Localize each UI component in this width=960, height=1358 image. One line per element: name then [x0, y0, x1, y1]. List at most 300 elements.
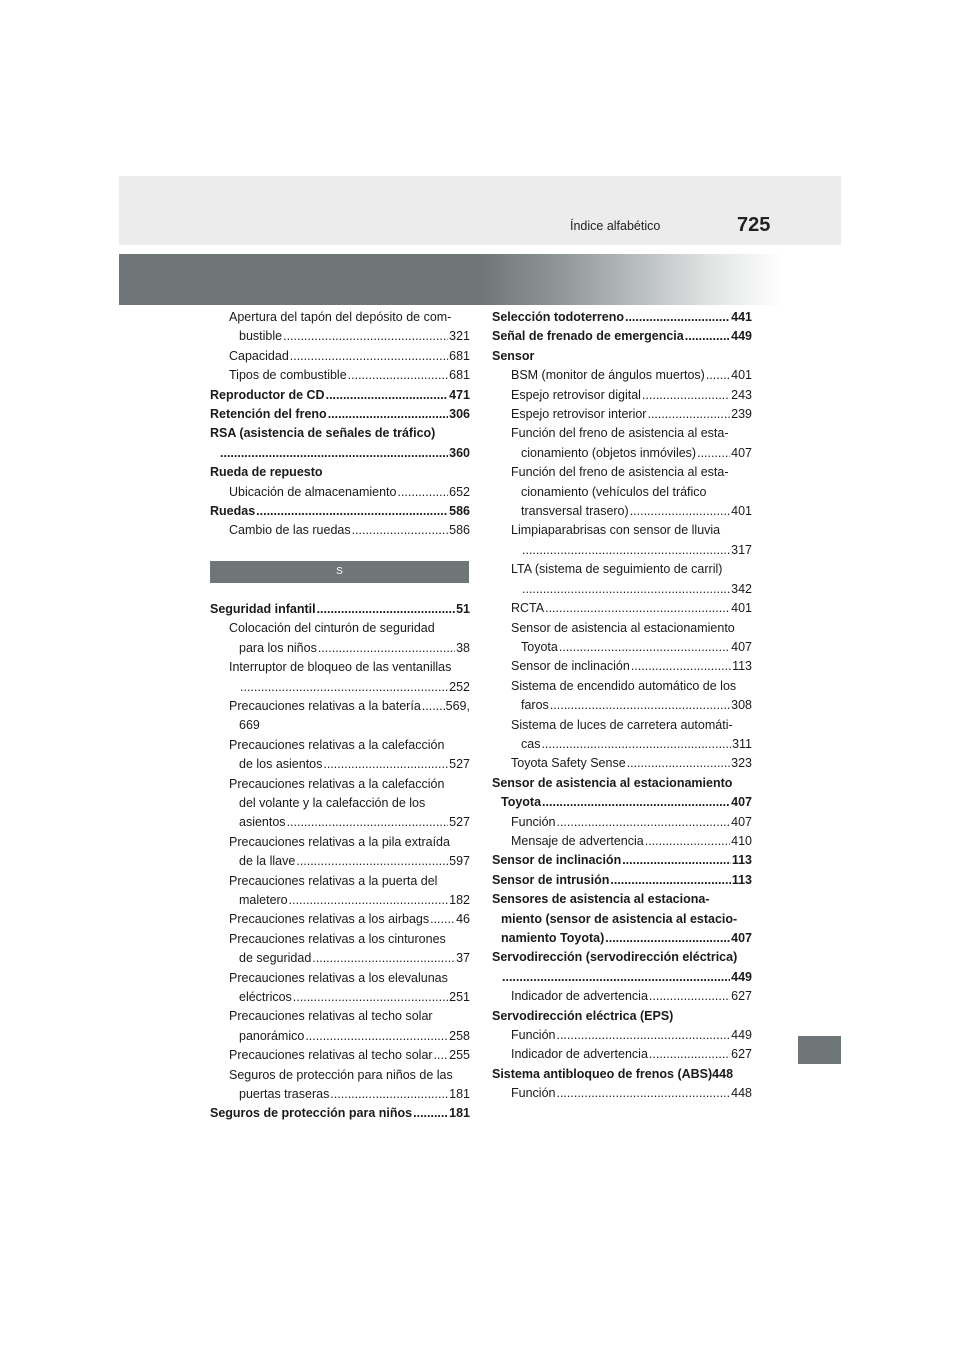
index-entry-line [229, 755, 470, 774]
index-entry-line [492, 910, 752, 929]
index-entry[interactable] [210, 463, 470, 482]
dot-leader [305, 1027, 448, 1046]
page-ref[interactable]: 181 [449, 1106, 470, 1121]
index-term: cionamiento (objetos inmóviles) [521, 445, 697, 460]
dot-leader [287, 813, 449, 832]
dot-leader [610, 871, 730, 890]
index-term: Interruptor de bloqueo de las ventanillas [229, 660, 452, 675]
index-entry[interactable] [210, 775, 470, 833]
index-entry[interactable] [210, 1066, 470, 1105]
page-ref[interactable]: 407 [731, 639, 752, 654]
index-entry[interactable] [210, 872, 470, 911]
index-entry[interactable] [492, 405, 752, 424]
index-entry-line [511, 1026, 752, 1045]
index-entry[interactable] [210, 1046, 470, 1065]
dot-leader [256, 502, 448, 521]
index-term: Capacidad [229, 348, 289, 363]
dot-leader [605, 929, 730, 948]
index-term: Seguros de protección para niños de las [229, 1067, 453, 1082]
index-entry-line [511, 483, 752, 502]
index-entry[interactable] [492, 677, 752, 716]
index-term: faros [521, 698, 549, 713]
index-term: Precauciones relativas a la calefacción [229, 737, 445, 752]
index-term: Precauciones relativas a la calefacción [229, 776, 445, 791]
index-entry[interactable] [492, 1084, 752, 1103]
index-entry-line [511, 813, 752, 832]
index-entry-line [511, 619, 752, 638]
page-ref[interactable]: 586 [449, 504, 470, 519]
page-ref[interactable]: 181 [449, 1087, 470, 1102]
index-entry-line [229, 1066, 470, 1085]
index-entry-line [210, 405, 470, 424]
index-term: Función del freno de asistencia al esta- [511, 426, 729, 441]
index-entry[interactable] [210, 347, 470, 366]
index-entry-line [210, 1104, 470, 1123]
index-term: miento (sensor de asistencia al estacio- [501, 911, 738, 926]
dot-leader [289, 891, 449, 910]
index-entry-line [492, 347, 752, 366]
page-ref[interactable]: 317 [731, 542, 752, 557]
index-term: Sistema de encendido automático de los [511, 678, 737, 693]
index-term: de los asientos [239, 757, 323, 772]
page-ref[interactable]: 449 [731, 969, 752, 984]
index-term: Cambio de las ruedas [229, 523, 351, 538]
page-ref[interactable]: 627 [731, 989, 752, 1004]
letter-heading: S [210, 561, 469, 583]
index-entry-line [229, 521, 470, 540]
index-entry-line [229, 794, 470, 813]
index-entry-line [229, 658, 470, 677]
index-entry-line [229, 1046, 470, 1065]
page-ref[interactable]: 311 [732, 736, 752, 751]
page-ref[interactable]: 569, [445, 698, 470, 713]
index-entry-line [492, 327, 752, 346]
dot-leader [318, 639, 455, 658]
index-entry-line [210, 502, 470, 521]
page-ref[interactable]: 627 [731, 1047, 752, 1062]
index-entry-line [229, 891, 470, 910]
index-entry[interactable] [492, 347, 752, 366]
page-ref[interactable]: 681 [449, 368, 470, 383]
index-entry[interactable] [492, 871, 752, 890]
index-entry-line [229, 852, 470, 871]
index-entry[interactable] [210, 619, 470, 658]
index-entry-line [511, 987, 752, 1006]
index-term: Precauciones relativas a los elevalunas [229, 970, 448, 985]
index-entry-line [492, 1065, 752, 1084]
index-term: maletero [239, 892, 288, 907]
page-ref[interactable]: 401 [731, 601, 752, 616]
dot-leader [622, 851, 731, 870]
dot-leader [649, 987, 730, 1006]
dot-leader [647, 405, 730, 424]
index-term: Precauciones relativas al techo solar [229, 1048, 433, 1063]
page-ref[interactable]: 113 [731, 872, 752, 887]
index-entry-line [511, 677, 752, 696]
index-entry-line [492, 308, 752, 327]
page-ref[interactable]: 255 [449, 1048, 470, 1063]
page-ref[interactable]: 321 [449, 329, 470, 344]
index-entry[interactable] [492, 619, 752, 658]
index-entry[interactable] [492, 424, 752, 463]
index-entry-line [229, 969, 470, 988]
index-term: del volante y la calefacción de los [239, 795, 426, 810]
index-entry[interactable] [210, 833, 470, 872]
dot-leader [559, 638, 730, 657]
dot-leader [293, 988, 448, 1007]
index-entry[interactable] [492, 1045, 752, 1064]
index-entry[interactable] [492, 657, 752, 676]
index-entry-line [511, 735, 752, 754]
dot-leader [326, 386, 449, 405]
index-term: Sensor de asistencia al estacionamiento [511, 620, 735, 635]
page-ref[interactable]: 681 [449, 348, 470, 363]
index-entry-line [229, 678, 470, 697]
index-entry-line [210, 463, 470, 482]
page-ref[interactable]: 182 [449, 892, 470, 907]
index-entry[interactable] [492, 599, 752, 618]
index-entry[interactable] [492, 308, 752, 327]
page-ref[interactable]: 410 [731, 833, 752, 848]
page-ref[interactable]: 527 [449, 815, 470, 830]
index-entry-line [492, 774, 752, 793]
dot-leader [317, 600, 456, 619]
index-term: Espejo retrovisor digital [511, 387, 641, 402]
dot-leader [434, 1046, 449, 1065]
dot-leader [352, 521, 449, 540]
index-entry-line [229, 813, 470, 832]
index-term: bustible [239, 329, 283, 344]
index-entry[interactable] [492, 463, 752, 521]
page-ref[interactable]: 243 [731, 387, 752, 402]
index-term: Limpiaparabrisas con sensor de lluvia [511, 523, 721, 538]
index-entry[interactable] [210, 502, 470, 521]
dot-leader [502, 968, 730, 987]
index-entry-line [210, 386, 470, 405]
index-entry-line [210, 444, 470, 463]
index-entry-line [229, 988, 470, 1007]
index-term: Mensaje de advertencia [511, 833, 644, 848]
dot-leader [283, 327, 448, 346]
page-ref[interactable]: 401 [731, 368, 752, 383]
dot-leader [556, 813, 730, 832]
index-entry[interactable] [492, 521, 752, 560]
dot-leader [296, 852, 448, 871]
index-term: Precauciones relativas a los cinturones [229, 931, 446, 946]
index-entry-line [511, 1084, 752, 1103]
index-entry-line [229, 775, 470, 794]
index-term: LTA (sistema de seguimiento de carril) [511, 562, 723, 577]
index-entry-line [492, 851, 752, 870]
index-term: Precauciones relativas a la batería [229, 698, 421, 713]
index-entry-line [511, 638, 752, 657]
index-entry-line [229, 1027, 470, 1046]
index-entry-line [492, 793, 752, 812]
index-term: Sensor de asistencia al estacionamiento [492, 775, 733, 790]
index-entry-line [492, 1007, 752, 1026]
page-ref[interactable]: 308 [731, 698, 752, 713]
dot-leader [627, 754, 730, 773]
index-term: Selección todoterreno [492, 310, 624, 324]
page-ref[interactable]: 407 [731, 795, 752, 810]
index-entry-line [229, 327, 470, 346]
index-entry[interactable] [492, 366, 752, 385]
index-entry-line [511, 657, 752, 676]
index-entry[interactable] [210, 600, 470, 619]
index-entry-line [210, 600, 470, 619]
index-entry[interactable] [210, 386, 470, 405]
index-term: Precauciones relativas al techo solar [229, 1009, 433, 1024]
index-entry-line [511, 716, 752, 735]
index-entry-line [511, 754, 752, 773]
index-entry-line [229, 736, 470, 755]
dot-leader [556, 1026, 730, 1045]
dot-leader [706, 366, 730, 385]
index-entry[interactable] [492, 1065, 752, 1084]
index-term: Seguros de protección para niños [210, 1106, 413, 1121]
index-entry[interactable] [492, 813, 752, 832]
index-group-right [492, 308, 752, 1104]
index-term: Colocación del cinturón de seguridad [229, 621, 435, 636]
dot-leader [631, 657, 731, 676]
index-term: Función [511, 814, 556, 829]
index-term: Apertura del tapón del depósito de com- [229, 310, 452, 324]
index-entry[interactable] [492, 327, 752, 346]
index-group-left-top [210, 308, 470, 541]
dot-leader [645, 832, 730, 851]
page-number: 725 [737, 214, 771, 236]
index-entry[interactable] [492, 1026, 752, 1045]
dot-leader [542, 793, 730, 812]
index-term: Indicador de advertencia [511, 989, 648, 1004]
index-entry-line [229, 930, 470, 949]
dot-leader [522, 580, 730, 599]
dot-leader [240, 678, 448, 697]
index-term: Sistema antibloqueo de frenos (ABS) [492, 1066, 713, 1081]
index-group-left-bottom [210, 600, 470, 1124]
index-term: Toyota [521, 639, 558, 654]
index-entry[interactable] [210, 405, 470, 424]
page-ref[interactable]: 258 [449, 1028, 470, 1043]
page-ref[interactable]: 323 [731, 756, 752, 771]
index-term: Sensor de intrusión [492, 872, 610, 887]
index-entry[interactable] [492, 1007, 752, 1026]
index-term: panorámico [239, 1028, 305, 1043]
dot-leader [649, 1045, 730, 1064]
page-ref[interactable]: 441 [731, 310, 752, 324]
index-entry[interactable] [210, 697, 470, 736]
index-entry-line [511, 560, 752, 579]
page-ref[interactable]: 306 [449, 407, 470, 422]
index-term: Sensor [492, 348, 535, 363]
index-entry-line [492, 968, 752, 987]
index-term: Sensor de inclinación [511, 659, 630, 674]
index-entry[interactable] [492, 754, 752, 773]
dot-leader [413, 1104, 448, 1123]
index-term: de la llave [239, 854, 296, 869]
dot-leader [290, 347, 448, 366]
index-entry-line [511, 521, 752, 540]
page-ref[interactable]: 239 [731, 407, 752, 422]
dot-leader [328, 405, 448, 424]
page-ref[interactable]: 407 [731, 931, 752, 945]
index-entry-line [229, 697, 470, 716]
chapter-gradient-bar [119, 254, 841, 305]
page-ref[interactable]: 586 [449, 523, 470, 538]
index-entry-line [229, 910, 470, 929]
index-entry-line [229, 872, 470, 891]
index-term: Retención del freno [210, 407, 327, 422]
index-entry[interactable] [492, 716, 752, 755]
page-ref[interactable]: 449 [731, 1028, 752, 1043]
index-entry-line [511, 424, 752, 443]
index-entry[interactable] [492, 774, 752, 813]
index-term: 669 [239, 718, 260, 733]
index-entry-line [210, 424, 470, 443]
dot-leader [430, 910, 455, 929]
index-entry-line [492, 929, 752, 948]
page-ref[interactable]: 652 [449, 484, 470, 499]
index-entry[interactable] [210, 521, 470, 540]
index-term: Reproductor de CD [210, 387, 325, 402]
index-entry-line [492, 871, 752, 890]
dot-leader [550, 696, 730, 715]
index-term: para los niños [239, 640, 317, 655]
index-term: eléctricos [239, 990, 292, 1004]
index-term: de seguridad [239, 951, 312, 966]
index-entry-line [229, 1085, 470, 1104]
page-ref[interactable]: 527 [449, 757, 470, 772]
dot-leader [323, 755, 448, 774]
page-ref[interactable]: 38 [456, 640, 470, 655]
page-ref[interactable]: 113 [732, 659, 752, 674]
index-entry-line [229, 483, 470, 502]
dot-leader [630, 502, 730, 521]
index-term: Espejo retrovisor interior [511, 407, 647, 422]
page-ref[interactable]: 471 [449, 387, 470, 402]
index-term: cionamiento (vehículos del tráfico [521, 484, 707, 499]
page-ref[interactable]: 252 [449, 679, 470, 694]
dot-leader [541, 735, 731, 754]
page-ref[interactable]: 449 [731, 329, 752, 344]
page-ref[interactable]: 407 [731, 445, 752, 460]
index-entry-line [511, 444, 752, 463]
index-term: BSM (monitor de ángulos muertos) [511, 368, 705, 383]
index-term: Sensor de inclinación [492, 853, 622, 868]
index-entry[interactable] [210, 483, 470, 502]
dot-leader [697, 444, 730, 463]
page-ref[interactable]: 113 [731, 853, 752, 868]
index-term: Precauciones relativas a la puerta del [229, 873, 438, 888]
dot-leader [348, 366, 448, 385]
index-entry[interactable] [210, 736, 470, 775]
index-entry-line [511, 463, 752, 482]
index-term: cas [521, 736, 541, 751]
index-term: puertas traseras [239, 1087, 330, 1102]
index-entry-line [229, 716, 470, 735]
index-entry-line [229, 619, 470, 638]
index-entry[interactable] [210, 658, 470, 697]
index-entry[interactable] [210, 969, 470, 1008]
index-entry[interactable] [492, 987, 752, 1006]
index-entry[interactable] [210, 930, 470, 969]
index-entry-line [511, 366, 752, 385]
page-ref[interactable]: 251 [449, 990, 470, 1004]
index-entry-line [229, 308, 470, 327]
index-term: Función [511, 1086, 556, 1101]
index-entry-line [229, 366, 470, 385]
index-term: Función [511, 1028, 556, 1043]
index-entry[interactable] [492, 386, 752, 405]
index-term: Rueda de repuesto [210, 465, 323, 480]
page-ref[interactable]: 407 [731, 814, 752, 829]
index-entry-line [511, 386, 752, 405]
index-entry[interactable] [210, 308, 470, 347]
page-ref[interactable]: 46 [456, 912, 470, 927]
index-entry[interactable] [492, 560, 752, 599]
index-entry-line [229, 639, 470, 658]
page-ref[interactable]: 37 [456, 951, 470, 966]
page-ref[interactable]: 360 [449, 445, 470, 460]
index-entry-line [511, 599, 752, 618]
index-term: Sensores de asistencia al estaciona- [492, 892, 710, 907]
index-entry-line [511, 832, 752, 851]
index-entry[interactable] [492, 948, 752, 987]
index-term: transversal trasero) [521, 504, 629, 519]
index-entry[interactable] [492, 832, 752, 851]
index-entry[interactable] [210, 1007, 470, 1046]
index-entry[interactable] [210, 424, 470, 463]
dot-leader [545, 599, 730, 618]
index-term: Servodirección (servodirección eléctrica) [492, 950, 738, 965]
dot-leader [556, 1084, 730, 1103]
dot-leader [422, 697, 445, 716]
index-entry-line [511, 541, 752, 560]
dot-leader [397, 483, 448, 502]
index-column-left [210, 308, 470, 1124]
index-entry[interactable] [492, 851, 752, 870]
index-entry[interactable] [210, 1104, 470, 1123]
index-term: Seguridad infantil [210, 601, 316, 616]
page-ref[interactable]: 342 [731, 581, 752, 596]
index-entry-line [229, 1007, 470, 1026]
index-entry[interactable] [492, 890, 752, 948]
page-ref[interactable]: 448 [731, 1086, 752, 1101]
index-term: asientos [239, 815, 286, 830]
index-term: Función del freno de asistencia al esta- [511, 465, 729, 480]
dot-leader [220, 444, 448, 463]
index-term: Precauciones relativas a los airbags [229, 912, 430, 927]
section-title: Índice alfabético [570, 219, 661, 233]
index-term: Ubicación de almacenamiento [229, 484, 397, 499]
index-entry-line [511, 1045, 752, 1064]
dot-leader [312, 949, 455, 968]
page-ref[interactable]: 448 [712, 1066, 734, 1081]
index-entry[interactable] [210, 910, 470, 929]
index-term: Servodirección eléctrica (EPS) [492, 1008, 674, 1023]
dot-leader [625, 308, 730, 327]
index-entry[interactable] [210, 366, 470, 385]
dot-leader [522, 541, 730, 560]
index-term: namiento Toyota) [501, 931, 605, 945]
index-term: Sistema de luces de carretera automáti- [511, 717, 733, 732]
page-ref[interactable]: 51 [456, 601, 470, 616]
index-entry-line [511, 502, 752, 521]
page-ref[interactable]: 401 [731, 504, 752, 519]
index-entry-line [229, 347, 470, 366]
index-term: Toyota Safety Sense [511, 756, 626, 771]
page-ref[interactable]: 597 [449, 854, 470, 869]
